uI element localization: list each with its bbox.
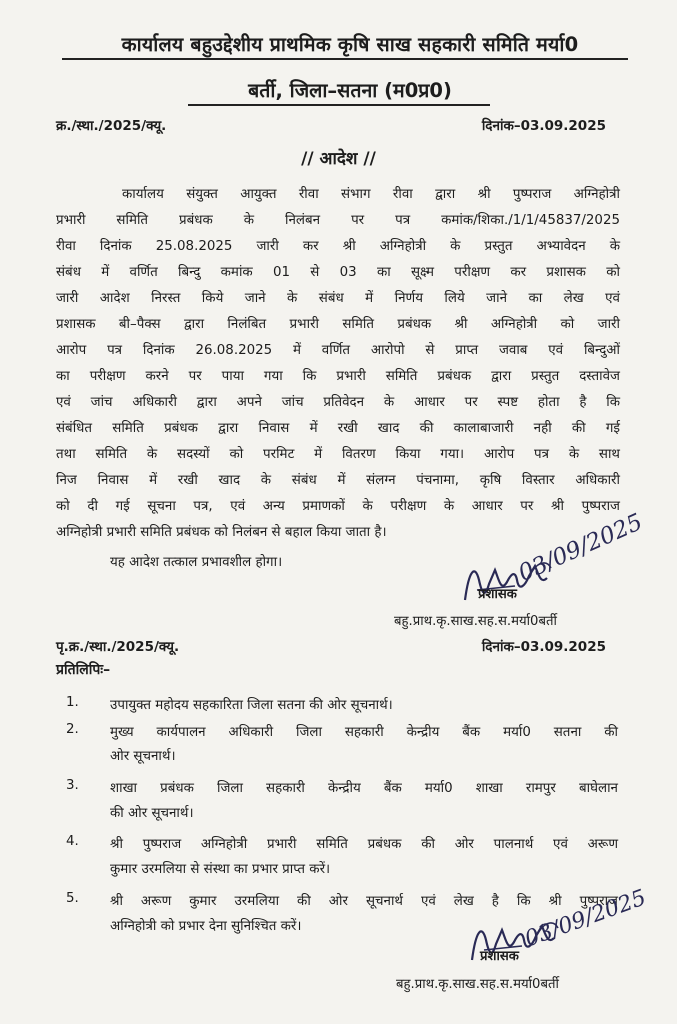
- order-body-line: निज निवास में रखी खाद के संबंध में संलग्न पंचनामा, कृषि विस्तार अधिकारी: [56, 473, 620, 488]
- office-location: बर्ती, जिला–सतना (म0प्र0): [248, 79, 452, 102]
- administrator-office: बहु.प्राथ.कृ.साख.सह.स.मर्या0बर्ती: [396, 977, 559, 992]
- office-title: कार्यालय बहुउद्देशीय प्राथमिक कृषि साख सहकारी समिति मर्या0: [121, 33, 579, 56]
- copy-item-text: अग्निहोत्री को प्रभार देना सुनिश्चित करें।: [110, 919, 302, 934]
- immediate-effect-note: यह आदेश तत्काल प्रभावशील होगा।: [110, 555, 283, 570]
- order-body-line: रीवा दिनांक 25.08.2025 जारी कर श्री अग्निहोत्री के प्रस्तुत अभ्यावेदन के: [56, 239, 620, 254]
- order-body-line: एवं जांच अधिकारी द्वारा अपने जांच प्रतिवेदन के आधार पर स्पष्ट होता है कि: [56, 395, 620, 410]
- order-heading: // आदेश //: [301, 149, 376, 169]
- copy-item-text: मुख्य कार्यपालन अधिकारी जिला सहकारी केन्द्रीय बैंक मर्या0 सतना की: [110, 725, 618, 740]
- copy-item-text: श्री पुष्पराज अग्निहोत्री प्रभारी समिति प्रबंधक की ओर पालनार्थ एवं अरूण: [110, 837, 618, 852]
- order-body-line: जारी आदेश निरस्त किये जाने के संबंध में निर्णय लिये जाने का लेख एवं: [56, 291, 620, 306]
- copy-item-text: उपायुक्त महोदय सहकारिता जिला सतना की ओर सूचनार्थ।: [110, 698, 393, 713]
- copy-item-number: 2.: [66, 722, 79, 737]
- order-body-line: आरोप पत्र दिनांक 26.08.2025 में वर्णित आरोपो से प्राप्त जवाब एवं बिन्दुओं: [56, 343, 620, 358]
- copy-reference-number: पृ.क्र./स्था./2025/क्यू.: [56, 639, 180, 655]
- copy-item-number: 1.: [66, 695, 79, 710]
- handwritten-date: 03/09/2025: [514, 509, 647, 587]
- order-body-line: तथा समिति के सदस्यों को परमिट में वितरण किया गया। आरोप पत्र के साथ: [56, 447, 620, 462]
- order-body-line: संबंधित समिति प्रबंधक द्वारा निवास में रखी खाद की कालाबाजारी नही की गई: [56, 421, 620, 436]
- reference-number: क्र./स्था./2025/क्यू.: [56, 118, 167, 134]
- location-underline: [188, 104, 490, 106]
- administrator-label: प्रशासक: [478, 587, 517, 602]
- copy-item-number: 3.: [66, 778, 79, 793]
- reference-date: दिनांक–03.09.2025: [481, 118, 606, 134]
- administrator-office: बहु.प्राथ.कृ.साख.सह.स.मर्या0बर्ती: [394, 614, 557, 629]
- copy-item-text: श्री अरूण कुमार उरमलिया की ओर सूचनार्थ एवं लेख है कि श्री पुष्पराज: [110, 894, 618, 909]
- copy-item-number: 4.: [66, 834, 79, 849]
- copy-reference-date: दिनांक–03.09.2025: [481, 639, 606, 655]
- handwritten-date: 03/09/2025: [521, 885, 650, 953]
- order-body-line: कार्यालय संयुक्त आयुक्त रीवा संभाग रीवा द्वारा श्री पुष्पराज अग्निहोत्री: [122, 187, 620, 202]
- copy-list-title: प्रतिलिपिः–: [56, 662, 111, 678]
- copy-item-text: की ओर सूचनार्थ।: [110, 806, 194, 821]
- copy-item-text: ओर सूचनार्थ।: [110, 749, 176, 764]
- copy-item-number: 5.: [66, 891, 79, 906]
- order-body-line: को दी गई सूचना पत्र, एवं अन्य प्रमाणकों के परीक्षण के आधार पर श्री पुष्पराज: [56, 499, 620, 514]
- copy-item-text: शाखा प्रबंधक जिला सहकारी केन्द्रीय बैंक मर्या0 शाखा रामपुर बाघेलान: [110, 781, 618, 796]
- order-body-line: संबंध में वर्णित बिन्दु कमांक 01 से 03 का सूक्ष्म परीक्षण कर प्रशासक को: [56, 265, 620, 280]
- order-body-line: प्रभारी समिति प्रबंधक के निलंबन पर पत्र कमांक/शिका./1/1/45837/2025: [56, 213, 620, 228]
- order-body-line: अग्निहोत्री प्रभारी समिति प्रबंधक को निलंबन से बहाल किया जाता है।: [56, 525, 387, 540]
- title-underline: [62, 58, 628, 60]
- administrator-label: प्रशासक: [480, 949, 519, 964]
- order-body-line: प्रशासक बी–पैक्स द्वारा निलंबित प्रभारी समिति प्रबंधक श्री अग्निहोत्री को जारी: [56, 317, 620, 332]
- order-body-line: का परीक्षण करने पर पाया गया कि प्रभारी समिति प्रबंधक द्वारा प्रस्तुत दस्तावेज: [56, 369, 620, 384]
- copy-item-text: कुमार उरमलिया से संस्था का प्रभार प्राप्त करें।: [110, 862, 331, 877]
